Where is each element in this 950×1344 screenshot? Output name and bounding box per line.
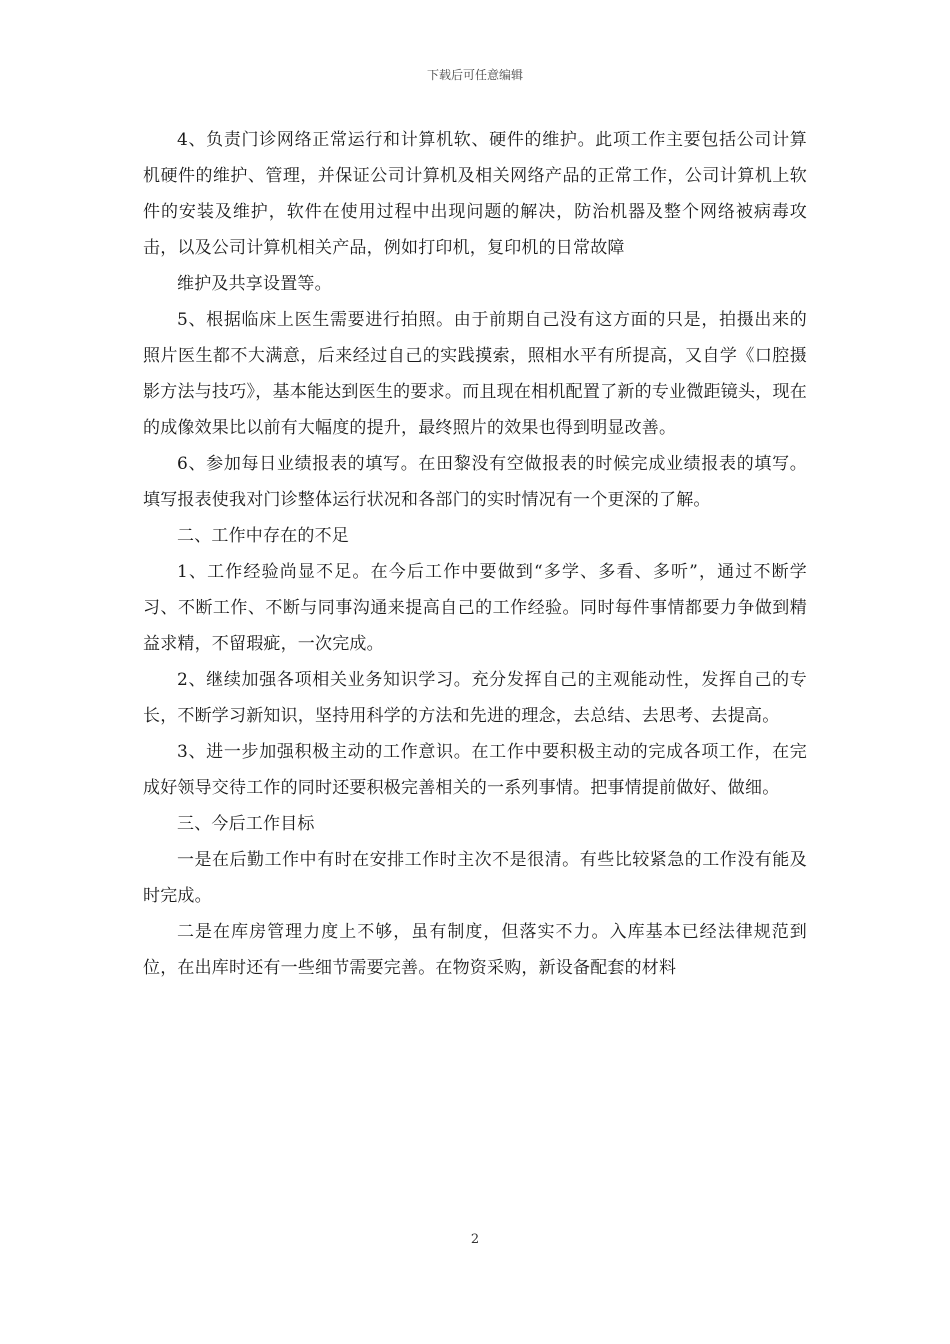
paragraph-6: 2、继续加强各项相关业务知识学习。充分发挥自己的主观能动性，发挥自己的专长，不断学习新知识，坚持用科学的方法和先进的理念，去总结、去思考、去提高。 — [143, 670, 807, 726]
paragraph-8: 一是在后勤工作中有时在安排工作时主次不是很清。有些比较紧急的工作没有能及时完成。 — [143, 850, 807, 906]
page-number: 2 — [470, 1232, 480, 1247]
paragraph-4: 6、参加每日业绩报表的填写。在田黎没有空做报表的时候完成业绩报表的填写。填写报表使我对门诊整体运行状况和各部门的实时情况有一个更深的了解。 — [143, 454, 807, 510]
paragraph-5: 1、工作经验尚显不足。在今后工作中要做到“多学、多看、多听”，通过不断学习、不断工作、不断与同事沟通来提高自己的工作经验。同时每件事情都要力争做到精益求精，不留瑕疵，一次完成。 — [143, 562, 807, 654]
paragraph-3: 5、根据临床上医生需要进行拍照。由于前期自己没有这方面的只是，拍摄出来的照片医生都不大满意，后来经过自己的实践摸索，照相水平有所提高，又自学《口腔摄影方法与技巧》，基本能达到医生的要求。而且现在相机配置了新的专业微距镜头，现在的成像效果比以前有大幅度的提升，最终照片的效果也得到明显改善。 — [143, 310, 807, 438]
paragraph-7: 3、进一步加强积极主动的工作意识。在工作中要积极主动的完成各项工作，在完成好领导交待工作的同时还要积极完善相关的一系列事情。把事情提前做好、做细。 — [143, 742, 807, 798]
paragraph-9: 二是在库房管理力度上不够，虽有制度，但落实不力。入库基本已经法律规范到位，在出库时还有一些细节需要完善。在物资采购，新设备配套的材料 — [143, 922, 807, 978]
header-note: 下载后可任意编辑 — [426, 68, 523, 82]
section-heading-3: 三、今后工作目标 — [177, 814, 315, 834]
paragraph-1: 4、负责门诊网络正常运行和计算机软、硬件的维护。此项工作主要包括公司计算机硬件的维护、管理，并保证公司计算机及相关网络产品的正常工作，公司计算机上软件的安装及维护，软件在使用过程中出现问题的解决，防治机器及整个网络被病毒攻击，以及公司计算机相关产品，例如打印机，复印机的日常故障 — [143, 130, 807, 258]
document-body — [143, 122, 807, 986]
paragraph-2: 维护及共享设置等。 — [177, 274, 332, 294]
section-heading-2: 二、工作中存在的不足 — [177, 526, 349, 546]
